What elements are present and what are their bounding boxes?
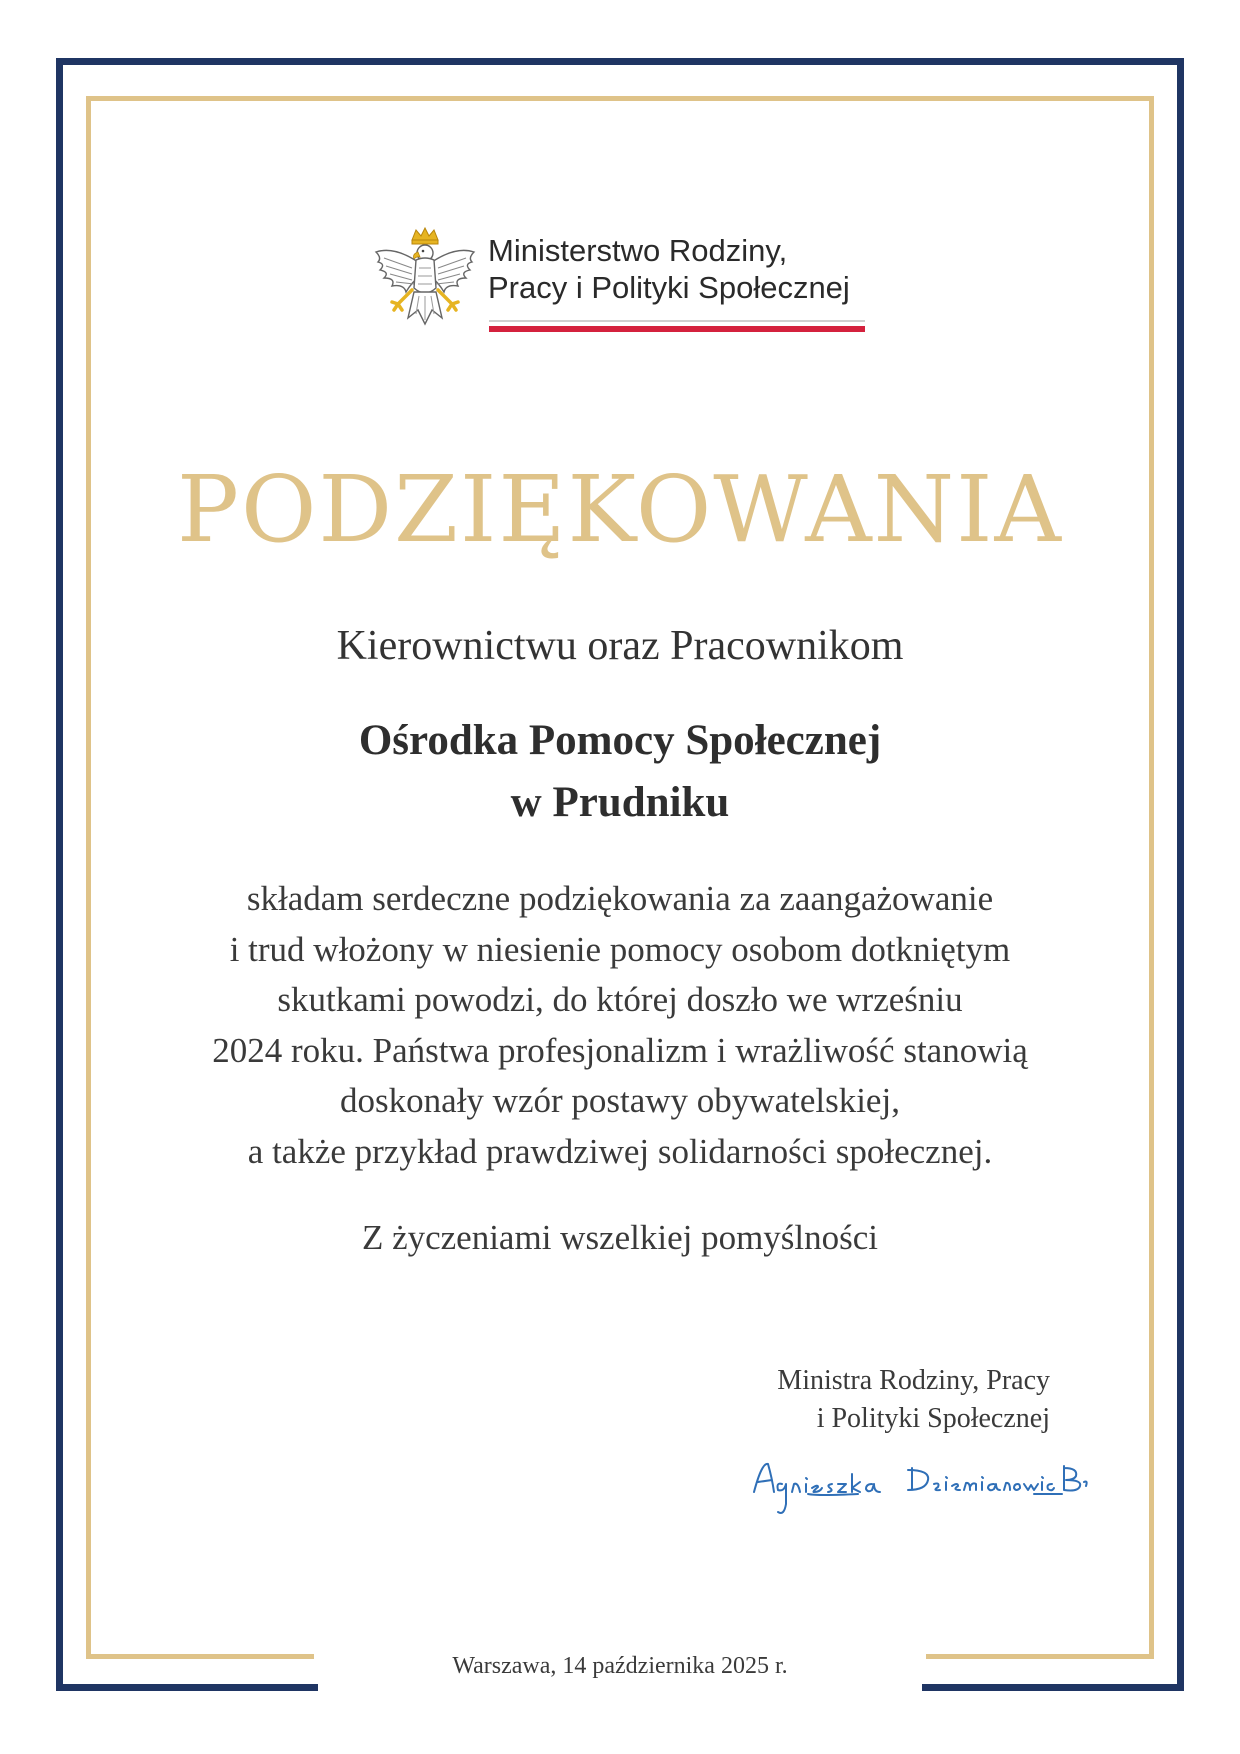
- body-line: i trud włożony w niesienie pomocy osobom dotkniętym: [229, 929, 1011, 969]
- ministry-header: [372, 226, 872, 338]
- signatory-line-2: i Polityki Społecznej: [816, 1403, 1050, 1434]
- body-line: a także przykład prawdziwej solidarności społecznej.: [247, 1131, 993, 1171]
- flag-stripe-red: [489, 326, 865, 332]
- ministry-name-line-2: Pracy i Polityki Społecznej: [488, 270, 850, 305]
- flag-stripe-white: [489, 320, 865, 322]
- closing-wishes: Z życzeniami wszelkiej pomyślności: [361, 1218, 879, 1257]
- body-line: składam serdeczne podziękowania za zaangażowanie: [246, 879, 994, 918]
- institution-line-1: Ośrodka Pomocy Społecznej: [358, 717, 882, 764]
- institution-line-2: w Prudniku: [510, 779, 730, 826]
- signatory-line-1: Ministra Rodziny, Pracy: [777, 1365, 1050, 1396]
- outer-frame-bottom-right: [922, 1684, 1184, 1691]
- body-text: [0, 874, 1240, 1177]
- signatory-title: [777, 1362, 1050, 1438]
- institution-name: [0, 710, 1240, 834]
- body-line: skutkami powodzi, do której doszło we wrześniu: [277, 980, 963, 1019]
- body-line: doskonały wzór postawy obywatelskiej,: [340, 1081, 900, 1120]
- place-and-date: Warszawa, 14 października 2025 r.: [452, 1653, 788, 1679]
- ministry-name: [488, 232, 850, 306]
- handwritten-signature: [748, 1454, 1088, 1524]
- outer-frame-bottom-left: [56, 1684, 318, 1691]
- body-line: 2024 roku. Państwa profesjonalizm i wrażliwość stanowią: [212, 1030, 1028, 1070]
- ministry-name-line-1: Ministerstwo Rodziny,: [488, 233, 788, 268]
- inner-frame-top: [86, 96, 1154, 101]
- polish-eagle-emblem-icon: [372, 226, 478, 334]
- addressee-line: Kierownictwu oraz Pracownikom: [336, 623, 904, 669]
- outer-frame-top: [56, 58, 1184, 65]
- certificate-title: PODZIĘKOWANIA: [177, 456, 1063, 563]
